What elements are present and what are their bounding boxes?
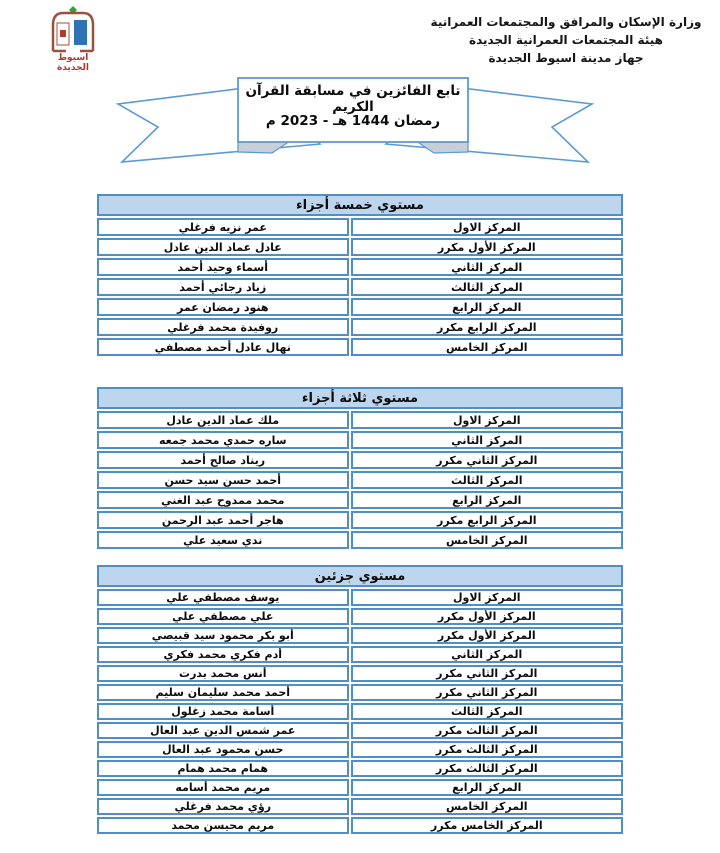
table-row — [97, 760, 623, 777]
table-row — [97, 703, 623, 720]
name-cell: حسن محمود عبد العال — [97, 741, 349, 758]
rank-cell: المركز الخامس — [351, 798, 623, 815]
rank-cell: المركز الثالث — [351, 471, 623, 489]
table-row — [97, 318, 623, 336]
name-cell: نهال عادل أحمد مصطفي — [97, 338, 349, 356]
table-level-two-parts — [95, 563, 625, 836]
table-level-five-parts — [95, 192, 625, 358]
name-cell: أسماء وحيد أحمد — [97, 258, 349, 276]
name-cell: أسامة محمد زغلول — [97, 703, 349, 720]
rank-cell: المركز الخامس — [351, 338, 623, 356]
rank-cell: المركز الثالث — [351, 278, 623, 296]
ministry-line-3: جهاز مدينة اسيوط الجديدة — [488, 51, 644, 65]
table-row — [97, 238, 623, 256]
table-row — [97, 431, 623, 449]
name-cell: هاجر أحمد عبد الرحمن — [97, 511, 349, 529]
rank-cell: المركز الأول مكرر — [351, 608, 623, 625]
table-row — [97, 531, 623, 549]
competition-title: تابع الفائزين في مسابقة القرآن الكريم — [245, 83, 461, 115]
ministry-line-1: وزارة الإسكان والمرافق والمجتمعات العمرانية — [430, 15, 702, 29]
rank-cell: المركز الرابع مكرر — [351, 511, 623, 529]
name-cell: ريناد صالح أحمد — [97, 451, 349, 469]
table-row — [97, 741, 623, 758]
rank-cell: المركز الثاني مكرر — [351, 665, 623, 682]
table-row — [97, 298, 623, 316]
name-cell: يوسف مصطفي علي — [97, 589, 349, 606]
rank-cell: المركز الرابع مكرر — [351, 318, 623, 336]
table-row — [97, 627, 623, 644]
winners-table — [95, 385, 625, 551]
name-cell: عادل عماد الدين عادل — [97, 238, 349, 256]
ministry-header — [416, 13, 716, 67]
rank-cell: المركز الثاني — [351, 431, 623, 449]
table-row — [97, 646, 623, 663]
table-row — [97, 589, 623, 606]
rank-cell: المركز الثالث مكرر — [351, 760, 623, 777]
table-row — [97, 278, 623, 296]
name-cell: ندي سعيد علي — [97, 531, 349, 549]
city-logo-icon — [44, 5, 102, 75]
rank-cell: المركز الثالث — [351, 703, 623, 720]
table-title: مستوي جزئين — [97, 565, 623, 587]
rank-cell: المركز الثالث مكرر — [351, 741, 623, 758]
table-level-three-parts — [95, 385, 625, 551]
competition-date: رمضان 1444 هـ - 2023 م — [265, 113, 441, 129]
name-cell: علي مصطفي علي — [97, 608, 349, 625]
rank-cell: المركز الاول — [351, 411, 623, 429]
name-cell: أحمد محمد سليمان سليم — [97, 684, 349, 701]
city-logo — [44, 5, 102, 75]
name-cell: مريم محيسن محمد — [97, 817, 349, 834]
rank-cell: المركز الاول — [351, 218, 623, 236]
table-row — [97, 665, 623, 682]
name-cell: همام محمد همام — [97, 760, 349, 777]
logo-text-line1: اسيوط — [57, 53, 89, 63]
table-row — [97, 779, 623, 796]
rank-cell: المركز الأول مكرر — [351, 238, 623, 256]
table-row — [97, 684, 623, 701]
winners-table — [95, 192, 625, 358]
table-row — [97, 608, 623, 625]
name-cell: هنود رمضان عمر — [97, 298, 349, 316]
title-banner — [110, 72, 600, 172]
name-cell: أنس محمد بدرت — [97, 665, 349, 682]
table-row — [97, 491, 623, 509]
rank-cell: المركز الثاني مكرر — [351, 451, 623, 469]
name-cell: عمر نزيه فرغلي — [97, 218, 349, 236]
name-cell: رؤي محمد فرغلي — [97, 798, 349, 815]
rank-cell: المركز الثالث مكرر — [351, 722, 623, 739]
table-row — [97, 258, 623, 276]
table-row — [97, 471, 623, 489]
rank-cell: المركز الاول — [351, 589, 623, 606]
name-cell: أدم فكري محمد فكري — [97, 646, 349, 663]
winners-table — [95, 563, 625, 836]
table-row — [97, 817, 623, 834]
name-cell: مريم محمد أسامه — [97, 779, 349, 796]
rank-cell: المركز الأول مكرر — [351, 627, 623, 644]
table-row — [97, 722, 623, 739]
rank-cell: المركز الثاني — [351, 646, 623, 663]
table-title: مستوي خمسة أجزاء — [97, 194, 623, 216]
table-row — [97, 511, 623, 529]
table-row — [97, 451, 623, 469]
name-cell: زياد رجائي أحمد — [97, 278, 349, 296]
ministry-line-2: هيئة المجتمعات العمرانية الجديدة — [469, 33, 663, 47]
table-row — [97, 798, 623, 815]
name-cell: عمر شمس الدين عبد العال — [97, 722, 349, 739]
rank-cell: المركز الرابع — [351, 779, 623, 796]
name-cell: ساره حمدي محمد جمعه — [97, 431, 349, 449]
rank-cell: المركز الخامس — [351, 531, 623, 549]
logo-text-line2: الجديدة — [56, 63, 90, 73]
table-row — [97, 338, 623, 356]
rank-cell: المركز الرابع — [351, 298, 623, 316]
table-title: مستوي ثلاثة أجزاء — [97, 387, 623, 409]
table-row — [97, 218, 623, 236]
name-cell: أبو بكر محمود سيد قبيصي — [97, 627, 349, 644]
name-cell: روفيدة محمد فرغلي — [97, 318, 349, 336]
rank-cell: المركز الثاني مكرر — [351, 684, 623, 701]
rank-cell: المركز الخامس مكرر — [351, 817, 623, 834]
rank-cell: المركز الثاني — [351, 258, 623, 276]
rank-cell: المركز الرابع — [351, 491, 623, 509]
table-row — [97, 411, 623, 429]
name-cell: محمد ممدوح عبد الغني — [97, 491, 349, 509]
name-cell: ملك عماد الدين عادل — [97, 411, 349, 429]
name-cell: أحمد حسن سيد حسن — [97, 471, 349, 489]
